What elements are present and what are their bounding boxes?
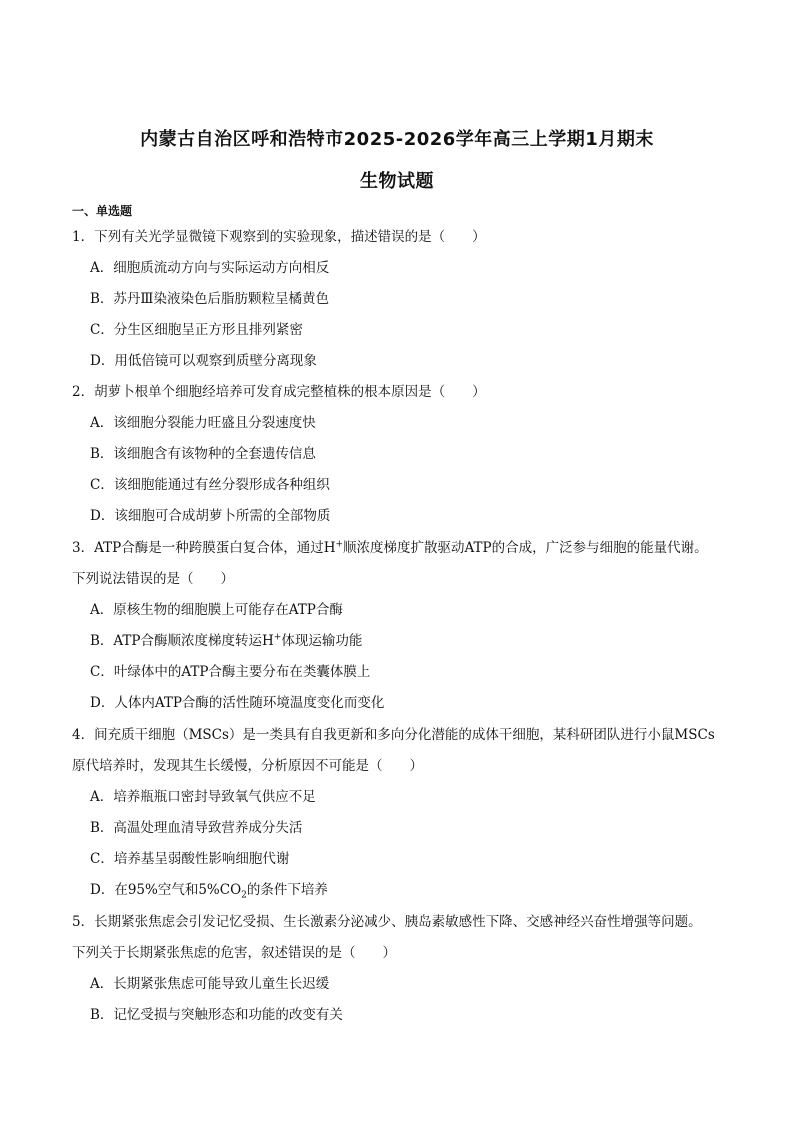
question-4-stem: 4．间充质干细胞（MSCs）是一类具有自我更新和多向分化潜能的成体干细胞，某科研团队进行小鼠MSCs xyxy=(72,727,715,743)
question-1-option-a: A．细胞质流动方向与实际运动方向相反 xyxy=(90,260,330,276)
question-2-option-b: B．该细胞含有该物种的全套遗传信息 xyxy=(90,446,316,462)
section-heading: 一、单选题 xyxy=(72,204,133,218)
question-3-stem-part-2: 顺浓度梯度扩散驱动ATP的合成，广泛参与细胞的能量代谢。 xyxy=(343,540,708,556)
question-2-option-a: A．该细胞分裂能力旺盛且分裂速度快 xyxy=(90,415,316,431)
question-4-option-d-part-1: D．在95%空气和5%CO xyxy=(90,882,242,898)
question-4-option-c: C．培养基呈弱酸性影响细胞代谢 xyxy=(90,851,290,867)
co2-subscript: 2 xyxy=(241,890,247,901)
question-3-option-b xyxy=(90,631,730,651)
question-4-option-a: A．培养瓶瓶口密封导致氧气供应不足 xyxy=(90,789,316,805)
exam-title: 内蒙古自治区呼和浩特市2025-2026学年高三上学期1月期末 xyxy=(140,129,654,150)
question-4-option-b: B．高温处理血清导致营养成分失活 xyxy=(90,820,303,836)
question-5-stem-line-2: 下列关于长期紧张焦虑的危害，叙述错误的是（ ） xyxy=(72,945,396,961)
question-1-option-c: C．分生区细胞呈正方形且排列紧密 xyxy=(90,322,303,338)
question-4-option-d xyxy=(90,880,730,900)
question-5-stem: 5．长期紧张焦虑会引发记忆受损、生长激素分泌减少、胰岛素敏感性下降、交感神经兴奋性增强等问题。 xyxy=(72,914,702,930)
question-1-option-b: B．苏丹Ⅲ染液染色后脂肪颗粒呈橘黄色 xyxy=(90,291,329,307)
hydrogen-ion-charge: + xyxy=(273,632,282,643)
question-3-stem-part-1: 3．ATP合酶是一种跨膜蛋白复合体，通过H xyxy=(72,540,336,556)
question-5-option-a: A．长期紧张焦虑可能导致儿童生长迟缓 xyxy=(90,976,330,992)
question-3-stem xyxy=(72,538,732,558)
exam-subject: 生物试题 xyxy=(360,171,434,192)
hydrogen-ion-charge: + xyxy=(335,539,344,550)
question-3-option-d: D．人体内ATP合酶的活性随环境温度变化而变化 xyxy=(90,695,385,711)
question-4-stem-line-2: 原代培养时，发现其生长缓慢，分析原因不可能是（ ） xyxy=(72,758,423,774)
question-1-option-d: D．用低倍镜可以观察到质壁分离现象 xyxy=(90,353,317,369)
question-3-option-c: C．叶绿体中的ATP合酶主要分布在类囊体膜上 xyxy=(90,664,371,680)
question-3-stem-line-2: 下列说法错误的是（ ） xyxy=(72,571,234,587)
question-5-option-b: B．记忆受损与突触形态和功能的改变有关 xyxy=(90,1007,343,1023)
question-4-option-d-part-2: 的条件下培养 xyxy=(246,882,328,898)
question-1-stem: 1．下列有关光学显微镜下观察到的实验现象，描述错误的是（ ） xyxy=(72,229,486,245)
question-2-option-c: C．该细胞能通过有丝分裂形成各种组织 xyxy=(90,477,330,493)
question-2-option-d: D．该细胞可合成胡萝卜所需的全部物质 xyxy=(90,508,331,524)
question-3-option-b-part-2: 体现运输功能 xyxy=(281,633,363,649)
question-2-stem: 2．胡萝卜根单个细胞经培养可发育成完整植株的根本原因是（ ） xyxy=(72,384,486,400)
question-3-option-a: A．原核生物的细胞膜上可能存在ATP合酶 xyxy=(90,602,343,618)
question-3-option-b-part-1: B．ATP合酶顺浓度梯度转运H xyxy=(90,633,274,649)
